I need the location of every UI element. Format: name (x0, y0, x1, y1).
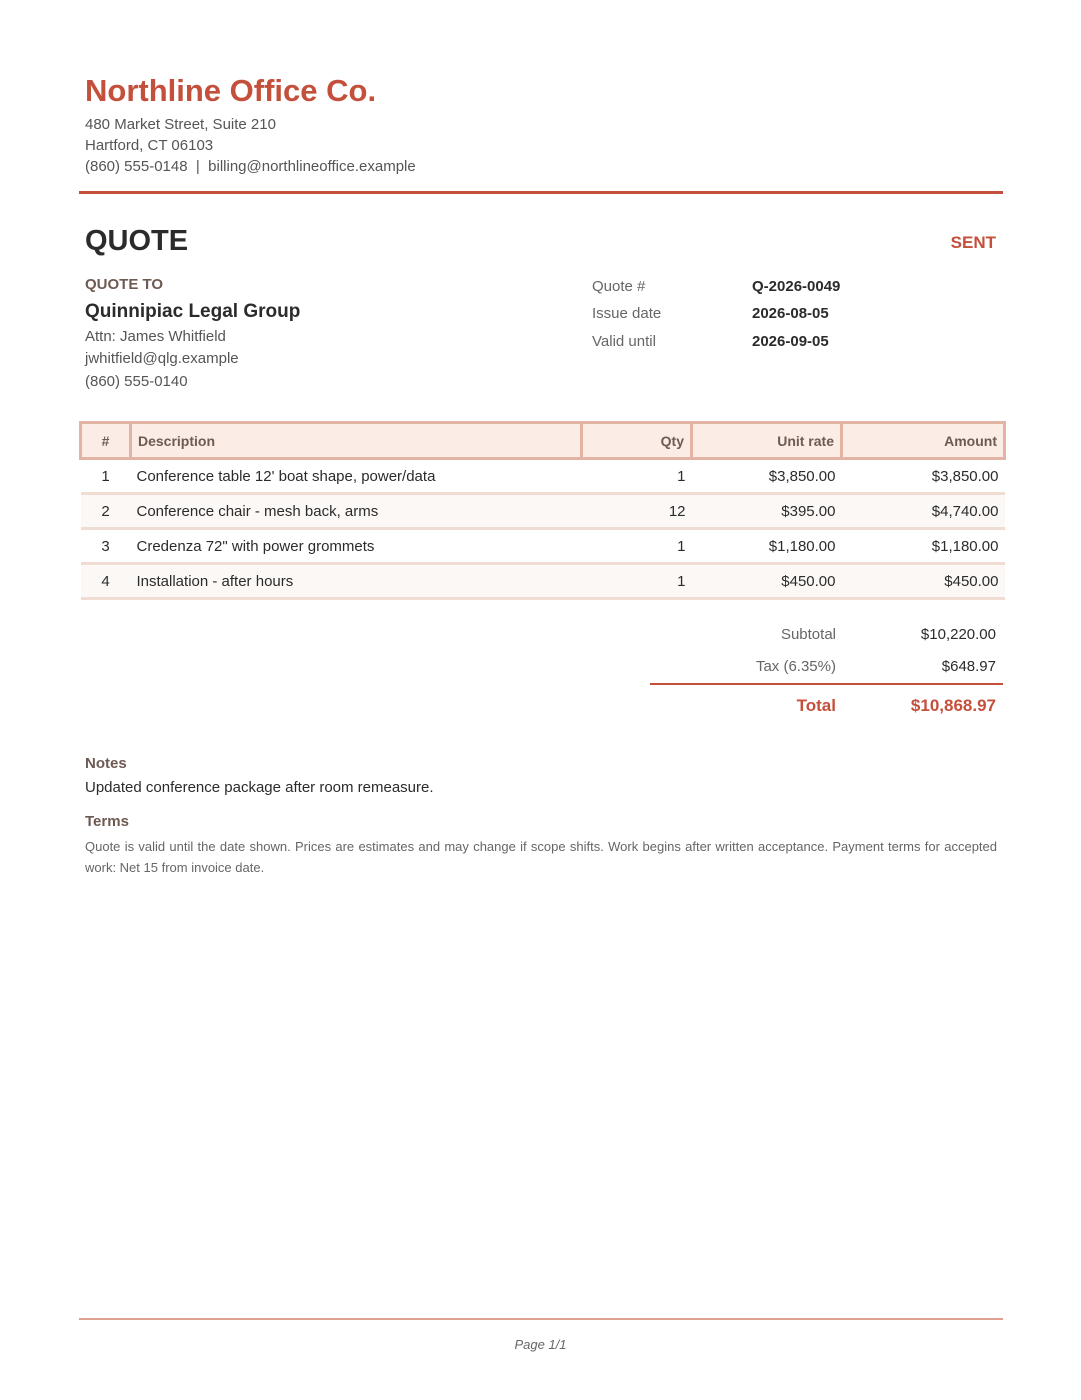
row-amount: $3,850.00 (842, 459, 1005, 494)
issue-date: 2026-08-05 (752, 305, 829, 322)
row-description: Conference chair - mesh back, arms (131, 494, 582, 529)
company-contact-line: (860) 555-0148 | billing@northlineoffice.example (85, 158, 416, 175)
valid-until-label: Valid until (592, 333, 656, 350)
issue-date-label: Issue date (592, 305, 662, 322)
table-row (81, 529, 1005, 564)
quote-number-label: Quote # (592, 278, 646, 295)
column-header-qty: Qty (582, 423, 692, 459)
row-qty: 12 (582, 494, 692, 529)
row-number: 3 (81, 529, 131, 564)
terms-text: Quote is valid until the date shown. Prices are estimates and may change if scope shifts. Work begins after written acceptance. Payment terms for accepted work: Net 15 from invoice date. (85, 839, 997, 875)
line-items-table (79, 421, 1006, 600)
company-address-line2: Hartford, CT 06103 (85, 137, 214, 154)
row-description: Credenza 72" with power grommets (131, 529, 582, 564)
header-divider (79, 191, 1003, 194)
totals-divider (650, 683, 1003, 685)
row-amount: $1,180.00 (842, 529, 1005, 564)
quote-to-label: QUOTE TO (85, 276, 164, 293)
table-row (81, 494, 1005, 529)
row-unit-rate: $1,180.00 (692, 529, 842, 564)
tax-value: $648.97 (941, 658, 996, 675)
row-amount: $4,740.00 (842, 494, 1005, 529)
total-value: $10,868.97 (910, 696, 996, 715)
notes-text: Updated conference package after room remeasure. (85, 779, 434, 796)
client-attn: Attn: James Whitfield (85, 328, 226, 345)
footer-divider (79, 1318, 1003, 1320)
terms-heading: Terms (85, 813, 129, 830)
row-qty: 1 (582, 564, 692, 599)
row-unit-rate: $395.00 (692, 494, 842, 529)
row-qty: 1 (582, 459, 692, 494)
document-title: QUOTE (85, 225, 189, 257)
row-description: Installation - after hours (131, 564, 582, 599)
subtotal-label: Subtotal (780, 626, 836, 643)
total-label: Total (796, 696, 836, 715)
tax-label: Tax (6.35%) (755, 658, 836, 675)
column-header-number: # (81, 423, 131, 459)
table-row (81, 459, 1005, 494)
column-header-amount: Amount (842, 423, 1005, 459)
row-amount: $450.00 (842, 564, 1005, 599)
table-header-row (81, 423, 1005, 459)
row-number: 2 (81, 494, 131, 529)
row-qty: 1 (582, 529, 692, 564)
row-unit-rate: $450.00 (692, 564, 842, 599)
row-description: Conference table 12' boat shape, power/data (131, 459, 582, 494)
company-name: Northline Office Co. (85, 73, 377, 108)
notes-heading: Notes (85, 755, 127, 772)
client-name: Quinnipiac Legal Group (85, 301, 301, 322)
column-header-description: Description (131, 423, 582, 459)
status-badge: SENT (950, 233, 996, 252)
valid-until: 2026-09-05 (752, 333, 829, 350)
row-unit-rate: $3,850.00 (692, 459, 842, 494)
column-header-unit-rate: Unit rate (692, 423, 842, 459)
subtotal-value: $10,220.00 (920, 626, 996, 643)
company-address-line1: 480 Market Street, Suite 210 (85, 116, 276, 133)
row-number: 4 (81, 564, 131, 599)
table-row (81, 564, 1005, 599)
client-phone: (860) 555-0140 (85, 373, 188, 390)
client-email: jwhitfield@qlg.example (85, 350, 239, 367)
page-number: Page 1/1 (514, 1337, 567, 1352)
quote-number: Q-2026-0049 (752, 278, 841, 295)
row-number: 1 (81, 459, 131, 494)
